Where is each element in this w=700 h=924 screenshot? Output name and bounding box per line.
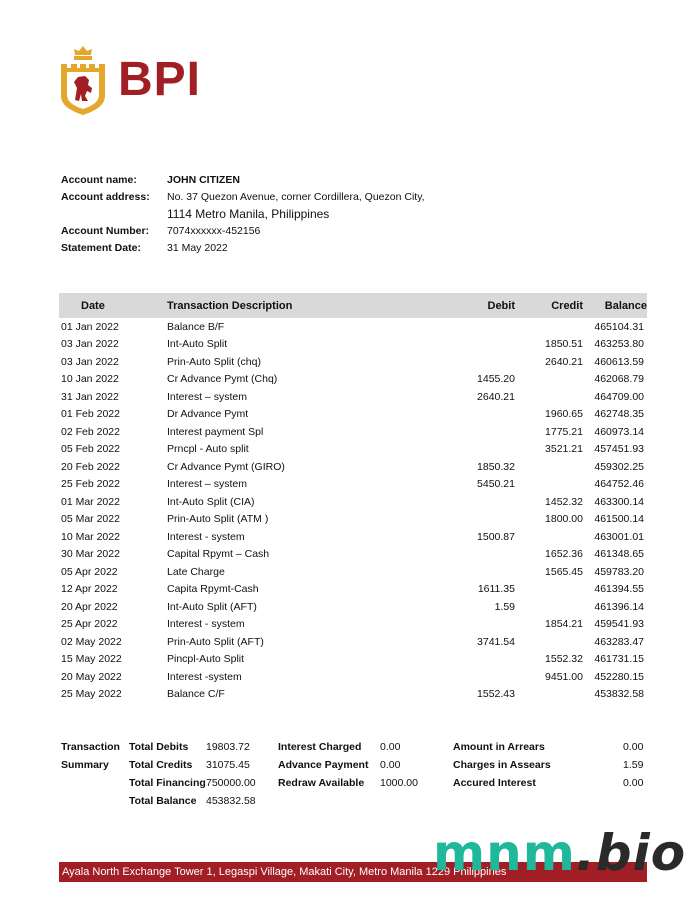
cell-description: Prin-Auto Split (chq)	[167, 355, 261, 368]
account-number-label: Account Number:	[61, 225, 150, 237]
account-number-value: 7074xxxxxx-452156	[167, 225, 261, 237]
accrued-interest-label: Accured Interest	[453, 777, 536, 789]
cell-date: 12 Apr 2022	[61, 583, 118, 596]
account-address-line1: No. 37 Quezon Avenue, corner Cordillera, Quezon City,	[167, 191, 425, 203]
cell-balance: 460973.14	[594, 425, 644, 438]
cell-description: Cr Advance Pymt (Chq)	[167, 373, 278, 386]
table-row	[59, 318, 647, 336]
cell-balance: 461500.14	[594, 513, 644, 526]
bank-logo	[58, 44, 201, 116]
cell-date: 20 May 2022	[61, 670, 122, 683]
account-name-row	[61, 172, 425, 189]
cell-date: 02 May 2022	[61, 635, 122, 648]
cell-date: 30 Mar 2022	[61, 548, 120, 561]
watermark-part-1: mnm	[433, 824, 576, 882]
cell-debit: 1500.87	[477, 530, 515, 543]
cell-balance: 465104.31	[594, 320, 644, 333]
charges-in-arrears-value: 1.59	[623, 759, 644, 771]
table-row	[59, 371, 647, 389]
table-row	[59, 458, 647, 476]
cell-credit: 1854.21	[545, 618, 583, 631]
cell-date: 01 Feb 2022	[61, 408, 120, 421]
statement-date-row	[61, 240, 425, 257]
advance-payment-label: Advance Payment	[278, 759, 369, 771]
cell-date: 15 May 2022	[61, 653, 122, 666]
cell-balance: 459541.93	[594, 618, 644, 631]
cell-description: Pincpl-Auto Split	[167, 653, 245, 666]
cell-debit: 1.59	[494, 600, 515, 613]
cell-description: Capital Rpymt – Cash	[167, 548, 270, 561]
table-row	[59, 563, 647, 581]
total-financing-value: 750000.00	[206, 777, 256, 789]
cell-debit: 1552.43	[477, 688, 515, 701]
account-details	[61, 172, 425, 257]
charges-in-arrears-label: Charges in Assears	[453, 759, 551, 771]
cell-date: 01 Jan 2022	[61, 320, 119, 333]
cell-description: Int-Auto Split (AFT)	[167, 600, 257, 613]
cell-date: 20 Apr 2022	[61, 600, 118, 613]
cell-balance: 453832.58	[594, 688, 644, 701]
table-row	[59, 476, 647, 494]
interest-charged-label: Interest Charged	[278, 741, 362, 753]
account-address-row	[61, 189, 425, 206]
cell-description: Interest – system	[167, 478, 247, 491]
cell-description: Prin-Auto Split (ATM )	[167, 513, 269, 526]
cell-balance: 461394.55	[594, 583, 644, 596]
table-row	[59, 511, 647, 529]
cell-balance: 461348.65	[594, 548, 644, 561]
summary-title-2: Summary	[61, 759, 109, 771]
table-row	[59, 633, 647, 651]
cell-description: Interest – system	[167, 390, 247, 403]
advance-payment-value: 0.00	[380, 759, 401, 771]
cell-description: Capita Rpymt-Cash	[167, 583, 259, 596]
table-row	[59, 336, 647, 354]
redraw-available-value: 1000.00	[380, 777, 418, 789]
cell-balance: 462068.79	[594, 373, 644, 386]
cell-date: 10 Mar 2022	[61, 530, 120, 543]
total-debits-value: 19803.72	[206, 741, 250, 753]
cell-date: 20 Feb 2022	[61, 460, 120, 473]
interest-charged-value: 0.00	[380, 741, 401, 753]
bpi-crest-icon	[58, 44, 108, 116]
cell-balance: 463001.01	[594, 530, 644, 543]
account-number-row	[61, 223, 425, 240]
total-credits-value: 31075.45	[206, 759, 250, 771]
total-balance-label: Total Balance	[129, 795, 197, 807]
cell-date: 05 Mar 2022	[61, 513, 120, 526]
account-address-row-2	[61, 206, 425, 223]
cell-credit: 1452.32	[545, 495, 583, 508]
cell-credit: 1565.45	[545, 565, 583, 578]
cell-description: Interest - system	[167, 530, 245, 543]
cell-description: Prncpl - Auto split	[167, 443, 249, 456]
watermark-part-2: .bio	[575, 824, 687, 882]
cell-description: Balance B/F	[167, 320, 225, 333]
cell-description: Late Charge	[167, 565, 225, 578]
cell-balance: 457451.93	[594, 443, 644, 456]
cell-description: Interest - system	[167, 618, 245, 631]
cell-credit: 2640.21	[545, 355, 583, 368]
total-credits-label: Total Credits	[129, 759, 193, 771]
table-row	[59, 668, 647, 686]
cell-date: 03 Jan 2022	[61, 338, 119, 351]
table-row	[59, 686, 647, 704]
table-row	[59, 546, 647, 564]
cell-date: 25 Apr 2022	[61, 618, 118, 631]
cell-description: Balance C/F	[167, 688, 225, 701]
header-date: Date	[81, 299, 105, 312]
cell-balance: 461396.14	[594, 600, 644, 613]
cell-credit: 1652.36	[545, 548, 583, 561]
brand-name: BPI	[118, 53, 202, 106]
amount-in-arrears-value: 0.00	[623, 741, 644, 753]
statement-date-value: 31 May 2022	[167, 242, 228, 254]
amount-in-arrears-label: Amount in Arrears	[453, 741, 545, 753]
table-row	[59, 581, 647, 599]
total-debits-label: Total Debits	[129, 741, 189, 753]
table-row	[59, 388, 647, 406]
table-row	[59, 493, 647, 511]
cell-description: Prin-Auto Split (AFT)	[167, 635, 264, 648]
cell-balance: 460613.59	[594, 355, 644, 368]
cell-date: 31 Jan 2022	[61, 390, 119, 403]
cell-date: 01 Mar 2022	[61, 495, 120, 508]
cell-date: 05 Apr 2022	[61, 565, 118, 578]
cell-balance: 462748.35	[594, 408, 644, 421]
account-name-value: JOHN CITIZEN	[167, 174, 240, 186]
cell-date: 03 Jan 2022	[61, 355, 119, 368]
cell-balance: 452280.15	[594, 670, 644, 683]
watermark	[433, 824, 687, 882]
cell-balance: 463283.47	[594, 635, 644, 648]
account-address-label: Account address:	[61, 191, 150, 203]
table-row	[59, 406, 647, 424]
table-row	[59, 616, 647, 634]
cell-balance: 464752.46	[594, 478, 644, 491]
account-name-label: Account name:	[61, 174, 137, 186]
header-description: Transaction Description	[167, 299, 293, 312]
accrued-interest-value: 0.00	[623, 777, 644, 789]
cell-credit: 1552.32	[545, 653, 583, 666]
cell-debit: 2640.21	[477, 390, 515, 403]
table-body	[59, 318, 647, 703]
table-header	[59, 293, 647, 318]
header-credit: Credit	[551, 299, 583, 312]
account-address-line2: 1114 Metro Manila, Philippines	[167, 207, 330, 221]
table-row	[59, 441, 647, 459]
cell-balance: 461731.15	[594, 653, 644, 666]
cell-credit: 9451.00	[545, 670, 583, 683]
cell-credit: 3521.21	[545, 443, 583, 456]
redraw-available-label: Redraw Available	[278, 777, 365, 789]
cell-credit: 1800.00	[545, 513, 583, 526]
cell-description: Interest -system	[167, 670, 242, 683]
cell-credit: 1960.65	[545, 408, 583, 421]
cell-balance: 459783.20	[594, 565, 644, 578]
cell-balance: 463253.80	[594, 338, 644, 351]
total-financing-label: Total Financing	[129, 777, 206, 789]
table-row	[59, 651, 647, 669]
cell-description: Int-Auto Split	[167, 338, 228, 351]
cell-date: 25 May 2022	[61, 688, 122, 701]
cell-balance: 459302.25	[594, 460, 644, 473]
header-balance: Balance	[604, 299, 647, 312]
footer-address-bar: Ayala North Exchange Tower 1, Legaspi Village, Makati City, Metro Manila 1229 Philippines	[59, 862, 647, 882]
cell-credit: 1775.21	[545, 425, 583, 438]
summary-title-1: Transaction	[61, 741, 120, 753]
table-row	[59, 353, 647, 371]
table-row	[59, 423, 647, 441]
cell-debit: 1611.35	[477, 583, 515, 596]
transactions-table	[59, 293, 647, 703]
total-balance-value: 453832.58	[206, 795, 256, 807]
header-debit: Debit	[487, 299, 515, 312]
cell-description: Interest payment Spl	[167, 425, 264, 438]
cell-debit: 5450.21	[477, 478, 515, 491]
cell-date: 10 Jan 2022	[61, 373, 119, 386]
table-row	[59, 598, 647, 616]
cell-debit: 1850.32	[477, 460, 515, 473]
cell-debit: 1455.20	[477, 373, 515, 386]
cell-debit: 3741.54	[477, 635, 515, 648]
table-row	[59, 528, 647, 546]
statement-date-label: Statement Date:	[61, 242, 141, 254]
cell-balance: 463300.14	[594, 495, 644, 508]
cell-date: 05 Feb 2022	[61, 443, 120, 456]
cell-date: 25 Feb 2022	[61, 478, 120, 491]
cell-description: Int-Auto Split (CIA)	[167, 495, 255, 508]
cell-credit: 1850.51	[545, 338, 583, 351]
cell-description: Cr Advance Pymt (GIRO)	[167, 460, 285, 473]
cell-balance: 464709.00	[594, 390, 644, 403]
cell-description: Dr Advance Pymt	[167, 408, 249, 421]
cell-date: 02 Feb 2022	[61, 425, 120, 438]
